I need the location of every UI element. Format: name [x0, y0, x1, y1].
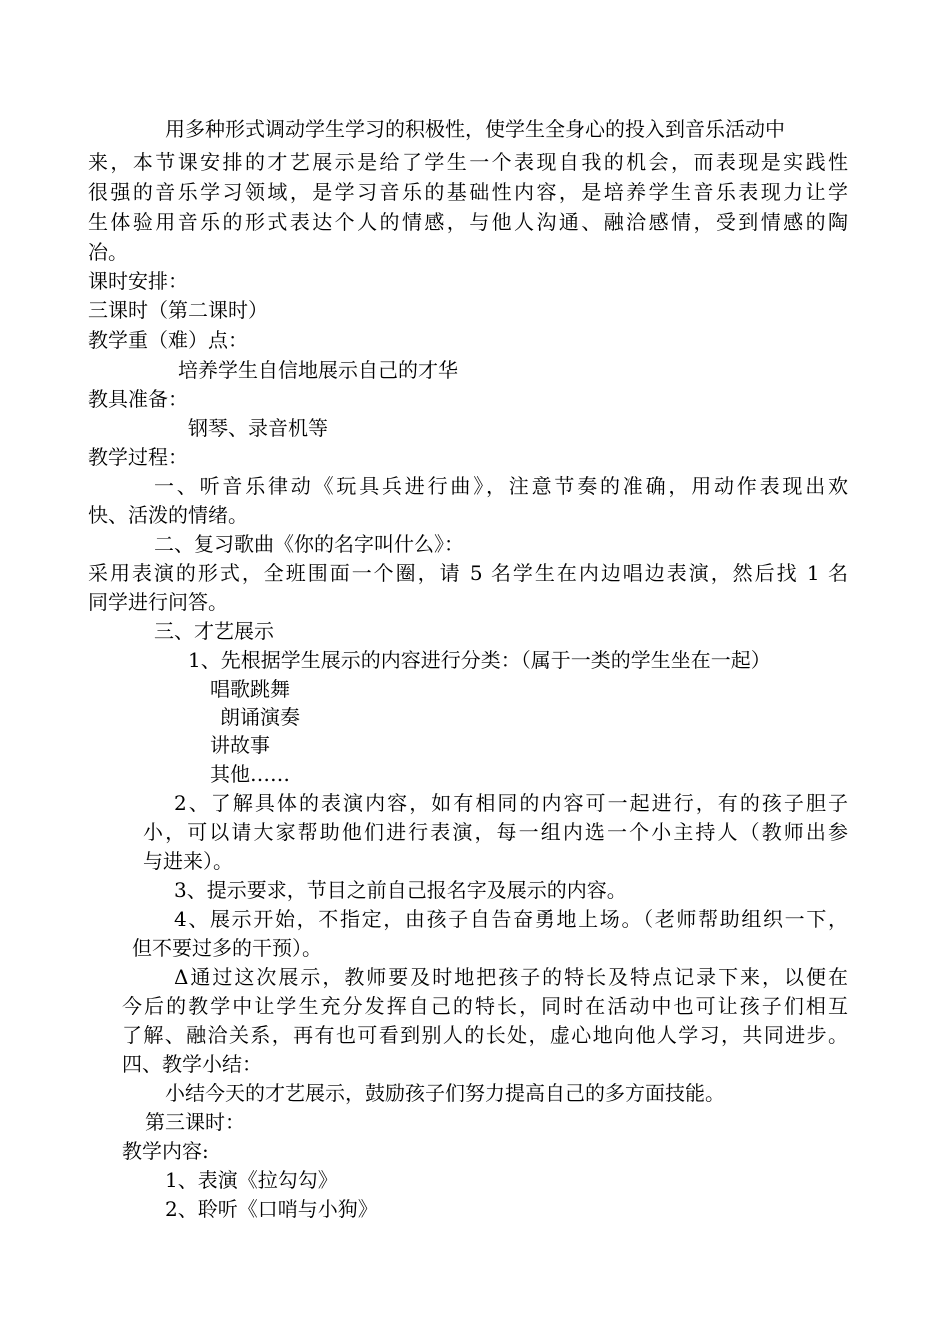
text-line: 一、听音乐律动《玩具兵进行曲》，注意节奏的准确，用动作表现出欢 [154, 474, 848, 498]
text-line: 今后的教学中让学生充分发挥自己的特长，同时在活动中也可让孩子们相互 [122, 994, 848, 1018]
text-line: 采用表演的形式，全班围面一个圈，请 5 名学生在内边唱边表演，然后找 1 名 [88, 561, 848, 585]
text-line: 讲故事 [210, 733, 270, 757]
text-line: 快、活泼的情绪。 [88, 503, 248, 527]
text-line: 冶。 [88, 240, 128, 264]
text-line: 三、才艺展示 [154, 619, 274, 643]
text-line: 课时安排： [88, 269, 188, 293]
text-line: 教学过程： [88, 445, 188, 469]
text-line: 来，本节课安排的才艺展示是给了学生一个表现自我的机会，而表现是实践性 [88, 150, 848, 174]
text-line: 但不要过多的干预）。 [132, 936, 322, 960]
text-line: 四、教学小结： [122, 1052, 262, 1076]
text-line: 三课时（第二课时） [88, 298, 268, 322]
text-line: 与进来）。 [143, 849, 233, 873]
text-line: 很强的音乐学习领域，是学习音乐的基础性内容，是培养学生音乐表现力让学 [88, 180, 848, 204]
text-line: 2、了解具体的表演内容，如有相同的内容可一起进行，有的孩子胆子 [174, 791, 848, 815]
text-line: 二、复习歌曲《你的名字叫什么》： [154, 532, 464, 556]
text-line: 4、展示开始，不指定，由孩子自告奋勇地上场。（老师帮助组织一下， [174, 907, 848, 931]
text-line: 1、先根据学生展示的内容进行分类：（属于一类的学生坐在一起） [188, 648, 771, 672]
text-line: 教学重（难）点： [88, 328, 248, 352]
text-line: 其他…… [210, 762, 290, 786]
text-line: 1、表演《拉勾勾》 [165, 1168, 338, 1192]
text-line: 教学内容: [122, 1139, 209, 1163]
text-line: 培养学生自信地展示自己的才华 [178, 358, 458, 382]
text-line: 用多种形式调动学生学习的积极性，使学生全身心的投入到音乐活动中 [165, 117, 785, 141]
text-line: 钢琴、录音机等 [188, 416, 328, 440]
text-line: 教具准备： [88, 387, 188, 411]
text-line: 小结今天的才艺展示，鼓励孩子们努力提高自己的多方面技能。 [165, 1081, 725, 1105]
text-line: 2、聆听《口哨与小狗》 [165, 1197, 378, 1221]
text-line: Δ通过这次展示，教师要及时地把孩子的特长及特点记录下来，以便在 [174, 965, 848, 989]
text-line: 了解、融洽关系，再有也可看到别人的长处，虚心地向他人学习，共同进步。 [122, 1023, 848, 1047]
text-line: 唱歌跳舞 [210, 677, 290, 701]
text-line: 第三课时： [145, 1110, 245, 1134]
text-line: 3、提示要求，节目之前自己报名字及展示的内容。 [174, 878, 627, 902]
text-line: 同学进行问答。 [88, 590, 228, 614]
text-line: 小，可以请大家帮助他们进行表演，每一组内选一个小主持人（教师出参 [143, 820, 848, 844]
text-line: 朗诵演奏 [220, 705, 300, 729]
text-line: 生体验用音乐的形式表达个人的情感，与他人沟通、融洽感情，受到情感的陶 [88, 210, 848, 234]
